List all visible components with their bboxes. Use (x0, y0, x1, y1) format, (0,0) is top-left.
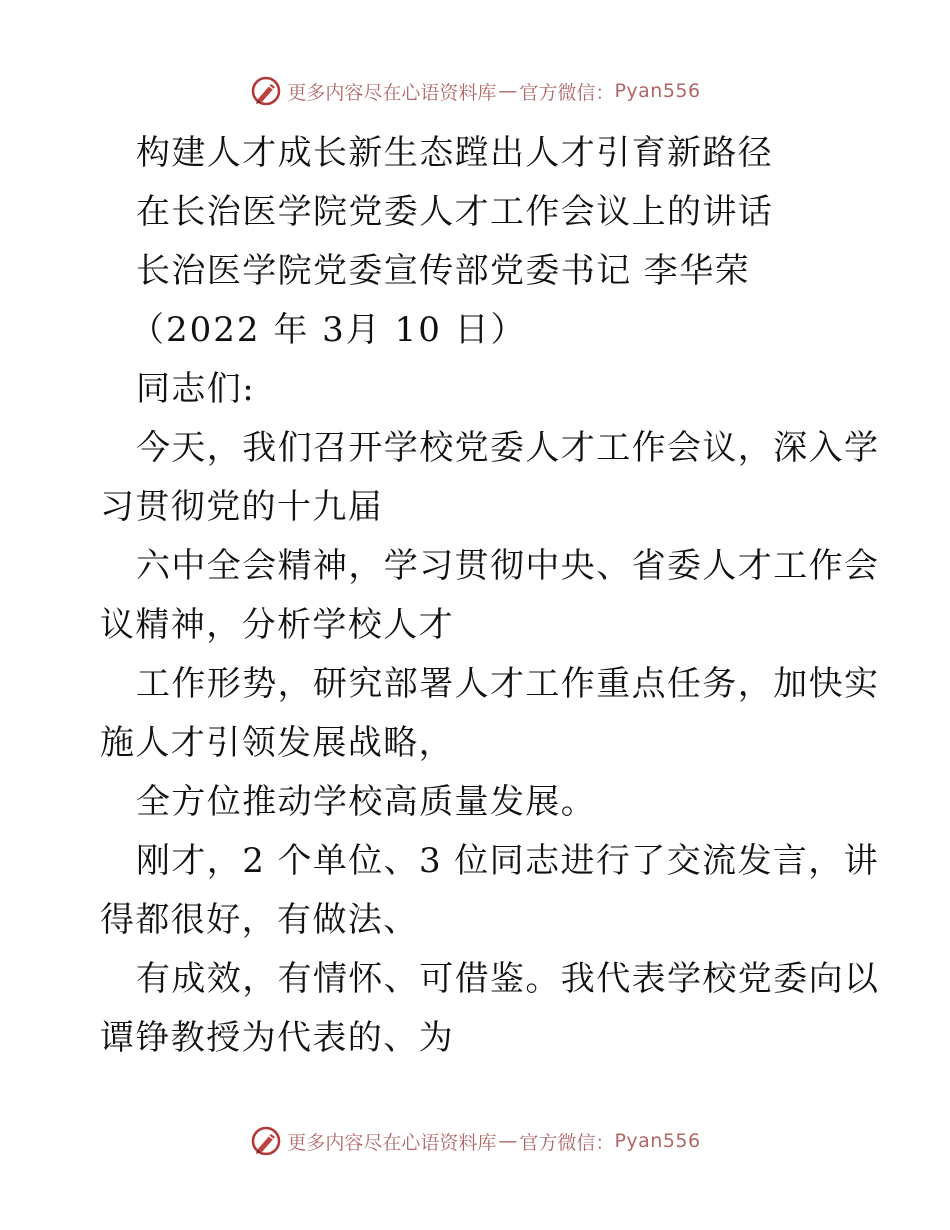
paragraph-line: 谭铮教授为代表的、为 (100, 1018, 454, 1058)
watermark-contact-label: 官方微信： (519, 81, 615, 104)
watermark-banner-bottom (0, 1124, 950, 1158)
pen-logo-icon (249, 74, 283, 108)
document-subtitle: 在长治医学院党委人才工作会议上的讲话 (136, 192, 774, 232)
paragraph-line: 六中全会精神，学习贯彻中央、省委人才工作会 (136, 546, 880, 586)
paragraph-line: 得都很好，有做法、 (100, 900, 419, 940)
paragraph-line: 有成效，有情怀、可借鉴。我代表学校党委向以 (136, 959, 880, 999)
paragraph-line: 今天，我们召开学校党委人才工作会议，深入学 (136, 428, 880, 468)
salutation: 同志们: (136, 369, 256, 409)
paragraph-line: 施人才引领发展战略， (100, 723, 454, 763)
watermark-contact-label: 官方微信： (519, 1131, 615, 1154)
document-date: （2022 年 3月 10 日） (130, 310, 527, 350)
paragraph-line: 工作形势，研究部署人才工作重点任务，加快实 (136, 664, 880, 704)
paragraph-line: 刚才，2 个单位、3 位同志进行了交流发言，讲 (136, 841, 880, 881)
watermark-contact-id: Pyan556 (614, 80, 701, 102)
watermark-separator: — (498, 1130, 518, 1152)
watermark-text: 更多内容尽在心语资料库 (287, 81, 497, 104)
watermark-contact-id: Pyan556 (614, 1130, 701, 1152)
document-body (100, 124, 880, 1068)
paragraph-line: 习贯彻党的十九届 (100, 487, 384, 527)
paragraph-line: 议精神，分析学校人才 (100, 605, 454, 645)
pen-logo-icon (249, 1124, 283, 1158)
watermark-separator: — (498, 80, 518, 102)
paragraph-line: 全方位推动学校高质量发展。 (136, 782, 597, 822)
watermark-banner-top (0, 74, 950, 108)
document-author: 长治医学院党委宣传部党委书记 李华荣 (136, 251, 751, 291)
document-title: 构建人才成长新生态蹚出人才引育新路径 (136, 133, 774, 173)
watermark-text: 更多内容尽在心语资料库 (287, 1131, 497, 1154)
